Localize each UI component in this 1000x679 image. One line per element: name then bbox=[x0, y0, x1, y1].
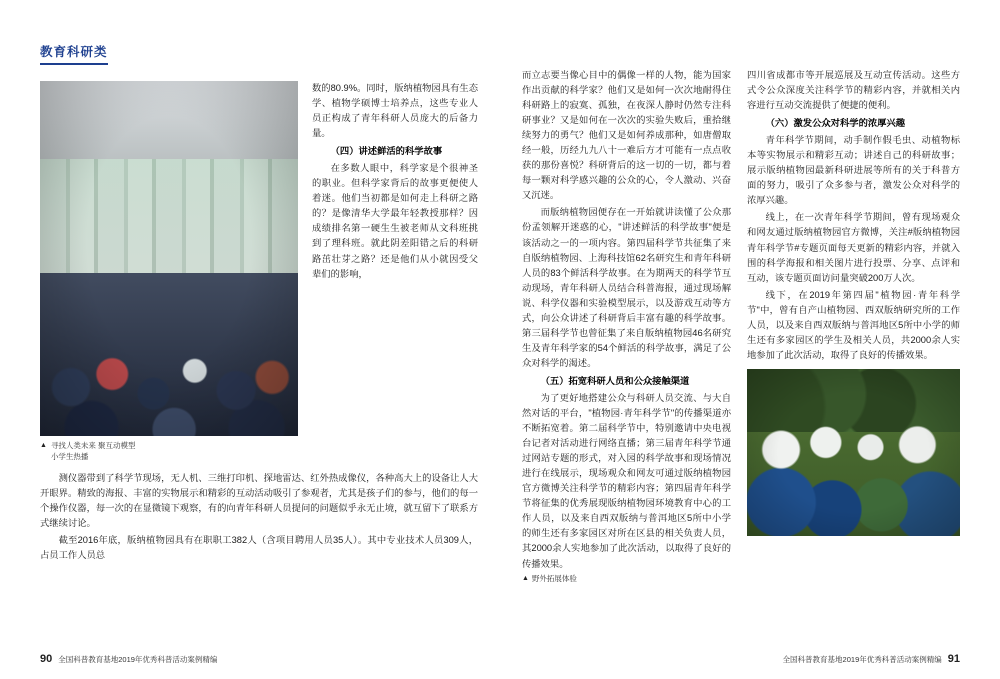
paragraph: 截至2016年底，版纳植物园具有在职职工382人（含项目聘用人员35人）。其中专业技术人员309人，占员工作人员总 bbox=[40, 534, 478, 560]
right-column-1 bbox=[522, 68, 731, 587]
caption-marker-icon: ▲ bbox=[40, 442, 47, 449]
paragraph: 青年科学节期间，动手制作假毛虫、动植物标本等实物展示和精彩互动；讲述自己的科研故事；展示版纳植物园最新科研进展等所有的关于科普方面的努力，吸引了众多参与者，激发公众对科学的浓厚兴趣。 bbox=[747, 135, 960, 206]
page-number: 90 bbox=[40, 653, 53, 665]
page-number: 91 bbox=[947, 653, 960, 665]
footer-title: 全国科普教育基地2019年优秀科普活动案例精编 bbox=[58, 655, 218, 664]
left-page-content bbox=[40, 81, 478, 463]
left-right-column bbox=[312, 81, 478, 463]
paragraph: 测仪器带到了科学节现场，无人机、三维打印机、探地雷达、红外热成像仪，各种高大上的设备让人大开眼界。精致的海报、丰富的实物展示和精彩的互动活动吸引了参观者，尤其是孩子们的参与，他们的每一个操作仪器，每一次的在显微镜下观察，有的向青年科研人员提问的问题似乎永无止境，就互留下了联系方式继续讨论。 bbox=[40, 472, 478, 528]
photo-vignette bbox=[747, 369, 960, 536]
right-subheading-1: （五）拓宽科研人员和公众接触渠道 bbox=[540, 375, 690, 386]
caption-text: 寻找人类未来 聚互动模型小学生热播 bbox=[50, 441, 136, 461]
caption-text: 野外拓展体验 bbox=[531, 573, 577, 583]
right-col2-text bbox=[747, 68, 960, 113]
right-col1-text bbox=[522, 68, 731, 371]
science-fair-photo bbox=[40, 81, 298, 436]
paragraph: 线下，在2019年第四届"植物园·青年科学节"中，曾有自产山植物园、西双版纳研究所的工作人员，以及来自西双版纳与普洱地区5所中小学的师生还有多家园区的学生及相关人员，共2000余人实地参加了此次活动，取得了良好的传播效果。 bbox=[747, 289, 960, 360]
right-subheading-2: （六）激发公众对科学的浓厚兴趣 bbox=[765, 118, 906, 129]
caption-marker-icon: ▲ bbox=[522, 574, 529, 582]
paragraph: 线上，在一次青年科学节期间，曾有现场观众和网友通过版纳植物园官方微博，关注#版纳植物园青年科学节#专题页面每天更新的精彩内容，并就入围的科学海报和相关图片进行投票、分享、点评和互动，该专题页面访问量突破200万人次。 bbox=[747, 212, 960, 283]
section-running-head: 教育科研类 bbox=[40, 42, 108, 65]
paragraph: 为了更好地搭建公众与科研人员交流、与大自然对话的平台，"植物园·青年科学节"的传播渠道亦不断拓宽着。第二届科学节中，特别邀请中央电视台记者对活动进行网络直播；第三届青年科学节通过网站专题的形式，对入园的科学故事和现场情况进行在线展示，现场观众和网友可通过版纳植物园官方微博关注科学节的精彩内容；第四届青年科学节将征集的优秀展现版纳植物园环境教育中心的工作人员，以及来自西双版纳与普洱地区5所中小学的师生还有多家园区对所在区县的相关负责人员，其2000余人实地参加了此次活动，以取得了良好的传播效果。 bbox=[522, 392, 731, 569]
small-photo-caption bbox=[522, 574, 731, 585]
main-photo-caption bbox=[40, 441, 140, 463]
paragraph: 在多数人眼中，科学家是个很神圣的职业。但科学家背后的故事更便使人着迷。他们当初都是如何走上科研之路的？是像清华大学最年轻教授那样？因成绩排名第一硬生生被老师从文科班挑到了理科班。就此阴差阳错之后的科研路茁壮芽之路？还是他们从小就因受父辈们的影响， bbox=[312, 163, 478, 279]
main-photo-block bbox=[40, 81, 298, 463]
paragraph: 而立志要当像心目中的偶像一样的人物，能为国家作出贡献的科学家？他们又是如何一次次地耐得住科研路上的寂寞、孤独，在夜深人静时仍然专注科研事业？又是如何在一次次的实验失败后，重拾继续努力的勇气？他们又是如何养成那种，如唐僧取经一般，历经九九八十一难后方才可能有一点点收获的那份喜悦？科研背后的这一切的一切，都与着每一颗对科学感兴趣的公众的心，令人激动、兴奋又沉迷。 bbox=[522, 70, 731, 201]
footer-title: 全国科普教育基地2019年优秀科普活动案例精编 bbox=[782, 655, 942, 664]
left-column-paragraph-2 bbox=[312, 161, 478, 281]
left-column-paragraph-1 bbox=[312, 81, 478, 141]
paragraph: 四川省成都市等开展巡展及互动宣传活动。这些方式令公众深度关注科学节的精彩内容，并就相关内容进行互动交流提供了便捷的便利。 bbox=[747, 70, 960, 111]
right-col2-text-2 bbox=[747, 133, 960, 363]
outdoor-activity-photo bbox=[747, 369, 960, 536]
left-page-footer bbox=[40, 653, 217, 665]
left-bottom-text-block bbox=[40, 471, 478, 563]
right-head-spacer bbox=[522, 42, 960, 68]
right-column-2 bbox=[747, 68, 960, 587]
right-col1-text-2 bbox=[522, 391, 731, 572]
right-page-content bbox=[522, 68, 960, 587]
right-page bbox=[500, 0, 1000, 679]
right-page-footer bbox=[783, 653, 960, 665]
paragraph: 数的80.9%。同时，版纳植物园具有生态学、植物学硕博士培养点，这些专业人员正构成了青年科研人员庞大的后备力量。 bbox=[312, 83, 478, 139]
left-subheading: （四）讲述鲜活的科学故事 bbox=[330, 146, 443, 157]
photo-vignette bbox=[40, 81, 298, 436]
paragraph: 而版纳植物园便存在一开始就讲读懂了公众那份孟领解开迷惑的心，"讲述鲜活的科学故事"便是该活动之一的一项内容。第四届科学节共征集了来自版纳植物园、上海科技馆62名研究生和青年科研人员的83个鲜活科学故事。在为期两天的科学节互动现场，青年科研人员结合科普海报，通过现场解说、科学仪器和实验模型展示，以及游戏互动等方式，向公众讲述了科研背后丰富有趣的科学故事。第三届科学节也曾征集了来自版纳植物园46名研究生及青年科学家的54个鲜活的科学故事，满足了公众对科学的渴述。 bbox=[522, 207, 731, 368]
